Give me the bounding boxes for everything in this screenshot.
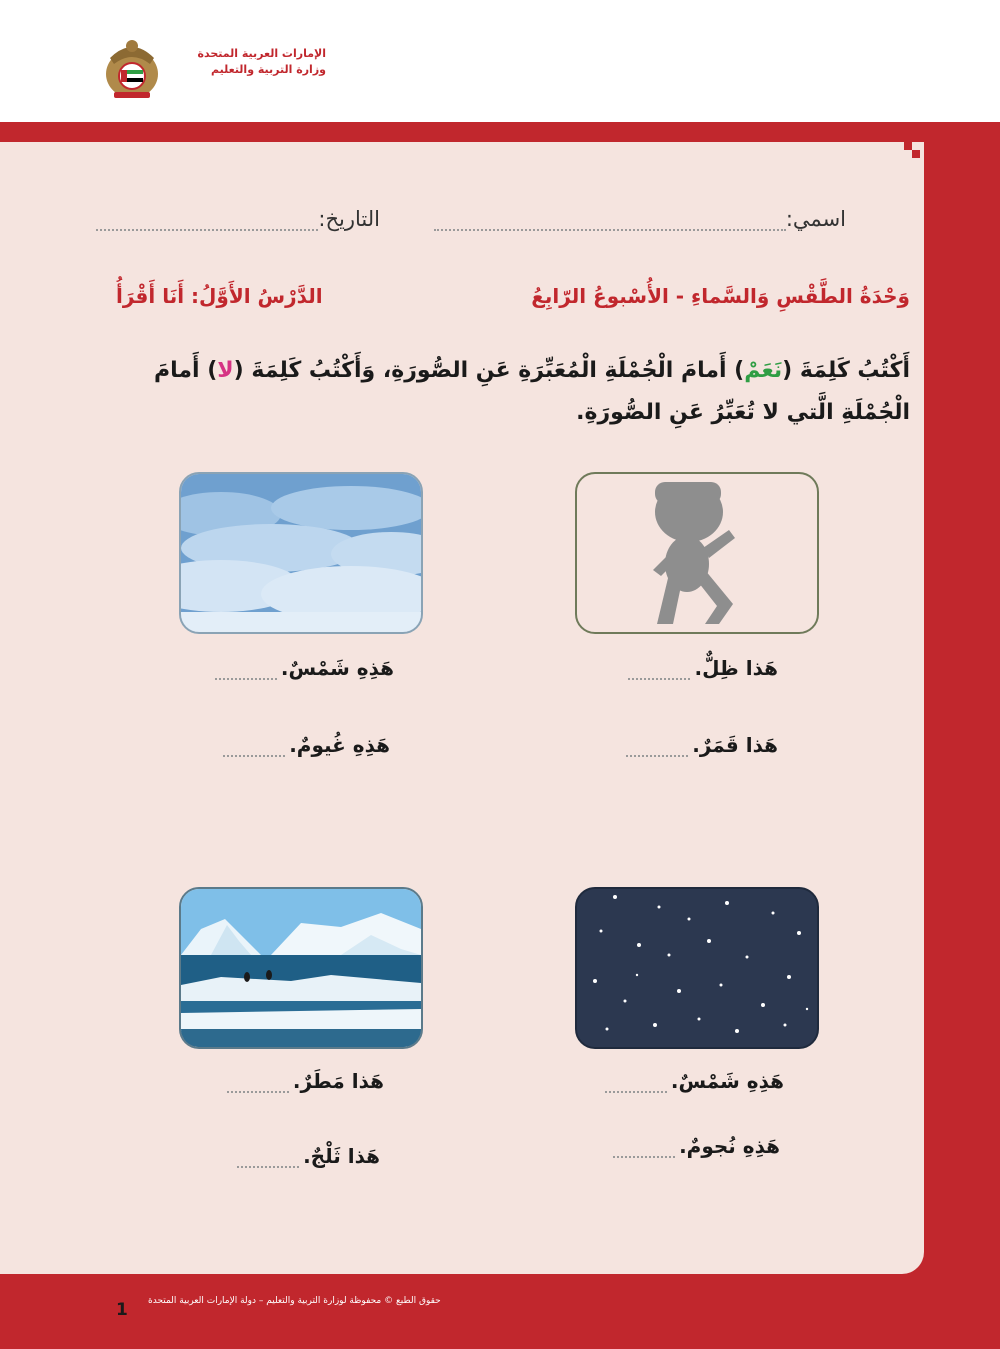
instructions-text: ) أَمامَ الْجُمْلَةِ الْمُعَبِّرَةِ عَنِ الصُّورَةِ، وَأَكْتُبُ كَلِمَةَ ( <box>233 358 745 383</box>
sentence-row[interactable] <box>237 1144 380 1168</box>
sentence-text: هَذا ثَلْجٌ. <box>303 1144 380 1168</box>
sentence-row[interactable] <box>605 1069 784 1093</box>
name-blank[interactable] <box>434 215 786 231</box>
date-field[interactable] <box>96 207 380 231</box>
answer-blank[interactable] <box>626 745 688 757</box>
date-blank[interactable] <box>96 215 318 231</box>
stars-icon <box>577 889 817 1047</box>
name-label: اسمي: <box>785 207 846 231</box>
sentence-text: هَذِهِ شَمْسٌ. <box>670 1069 784 1093</box>
answer-blank[interactable] <box>227 1081 289 1093</box>
sentence-row[interactable] <box>223 733 390 757</box>
clouds-image <box>179 472 423 634</box>
clouds-icon <box>181 474 421 632</box>
instructions <box>90 350 910 434</box>
sentence-text: هَذِهِ شَمْسٌ. <box>280 656 394 680</box>
ministry-name <box>166 46 326 78</box>
answer-blank[interactable] <box>613 1146 675 1158</box>
lesson-title: الدَّرْسُ الأَوَّلُ: أَنَا أَقْرَأُ <box>116 284 323 308</box>
answer-blank[interactable] <box>237 1156 299 1168</box>
corner-decoration <box>912 150 920 158</box>
country-name: الإمارات العربية المتحدة <box>197 47 326 60</box>
icebergs-icon <box>181 889 421 1047</box>
no-word: لا <box>217 358 234 383</box>
sentence-row[interactable] <box>613 1134 780 1158</box>
shadow-image <box>575 472 819 634</box>
sentence-text: هَذا قَمَرٌ. <box>692 733 778 757</box>
uae-emblem-icon <box>104 34 160 100</box>
answer-blank[interactable] <box>215 668 277 680</box>
date-label: التاريخ: <box>318 207 380 231</box>
sentence-text: هَذِهِ نُجومٌ. <box>679 1134 780 1158</box>
answer-blank[interactable] <box>628 668 690 680</box>
child-shadow-icon <box>577 474 817 632</box>
sentence-row[interactable] <box>215 656 394 680</box>
instructions-text: ) أَمامَ الْجُمْلَةِ الَّتي لا تُعَبِّرُ عَنِ الصُّورَةِ. <box>154 358 910 425</box>
sentence-text: هَذِهِ غُيومٌ. <box>289 733 390 757</box>
answer-blank[interactable] <box>605 1081 667 1093</box>
sentence-row[interactable] <box>628 656 778 680</box>
sentence-row[interactable] <box>227 1069 384 1093</box>
instructions-text: أَكْتُبُ كَلِمَةَ ( <box>782 358 910 383</box>
page-header <box>0 0 1000 122</box>
answer-blank[interactable] <box>223 745 285 757</box>
sentence-row[interactable] <box>626 733 778 757</box>
unit-title: وَحْدَةُ الطَّقْسِ وَالسَّماءِ - الأُسْبوعُ الرّابِعُ <box>531 284 910 308</box>
page-number: 1 <box>116 1300 128 1320</box>
ministry-title: وزارة التربية والتعليم <box>211 63 326 76</box>
name-field[interactable] <box>434 207 846 231</box>
sentence-text: هَذا مَطَرٌ. <box>292 1069 384 1093</box>
snow-ice-image <box>179 887 423 1049</box>
yes-word: نَعَمْ <box>744 358 783 383</box>
worksheet-paper <box>0 142 924 1274</box>
sentence-text: هَذا ظِلٌّ. <box>694 656 778 680</box>
corner-decoration <box>904 142 912 150</box>
copyright-text: حقوق الطبع © محفوظة لوزارة التربية والتعليم – دولة الإمارات العربية المتحدة <box>148 1296 441 1306</box>
night-stars-image <box>575 887 819 1049</box>
